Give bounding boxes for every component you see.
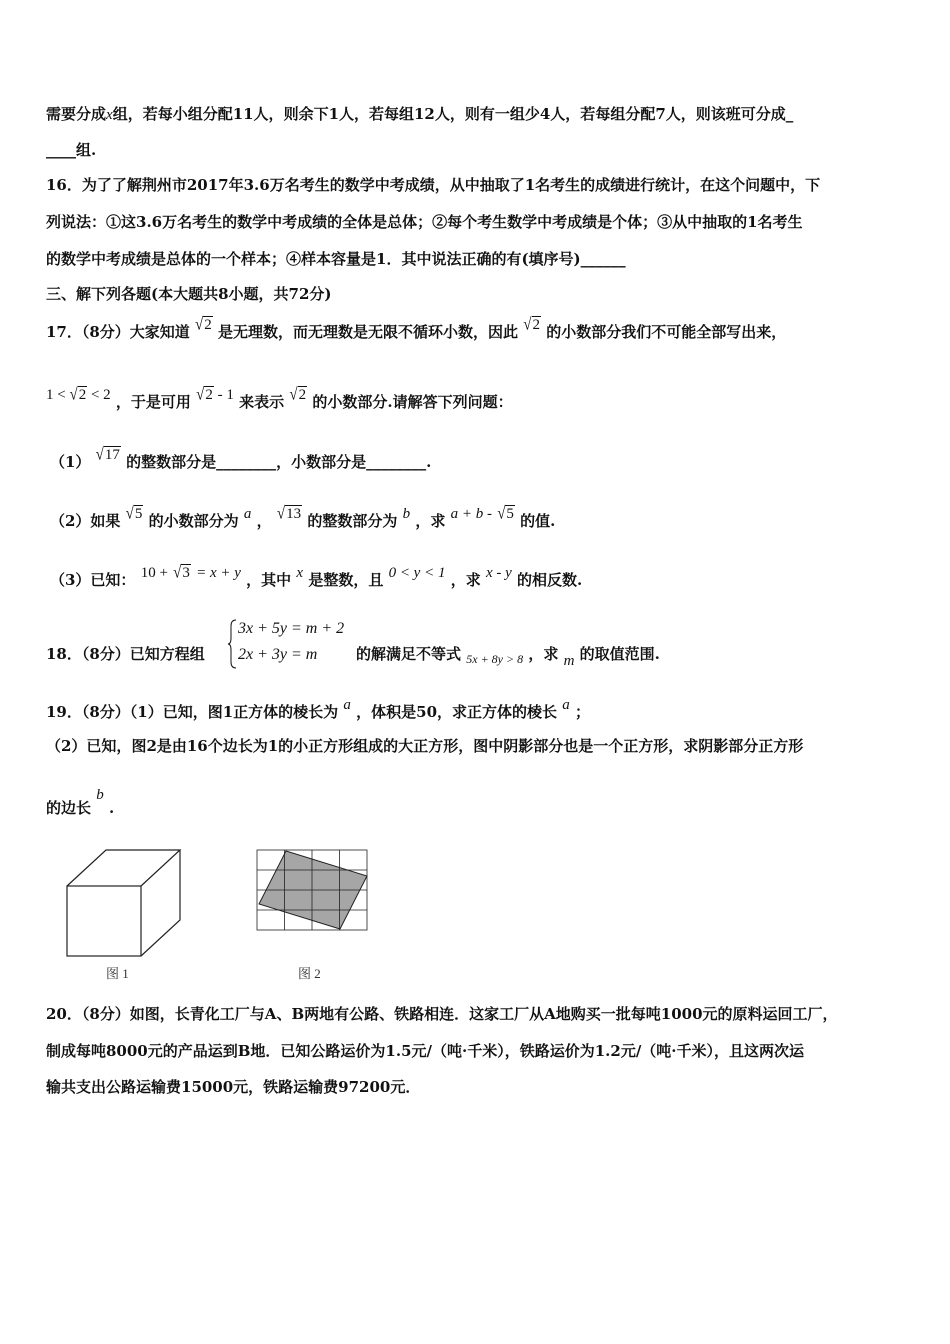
q18-line: 18．（8分）已知方程组 — [46, 645, 205, 663]
sqrt17-symbol: √17 — [95, 445, 120, 465]
cube-top-face — [67, 850, 180, 886]
q17-line2: 1 < √2 < 2 ，于是可用 √2 - 1 来表示 √2 的小数部分.请解答下列问题： — [46, 385, 513, 411]
q19-line3: 的边长 b . — [46, 787, 115, 817]
sqrt13-symbol: √13 — [276, 504, 302, 524]
q16-line2: 列说法：①这3.6万名考生的数学中考成绩的全体是总体；②每个考生数学中考成绩是个体；③从中抽取的1名考生 — [46, 213, 803, 231]
equation-system — [228, 618, 352, 670]
cube-side-face — [141, 850, 180, 956]
figure-grid — [254, 848, 370, 932]
q17-sub3: （3）已知： 10 + √3 = x + y ，其中 x 是整数，且 0 < y < 1 ，求 x - y 的相反数. — [50, 563, 583, 589]
q20-line1: 20．（8分）如图，长青化工厂与A、B两地有公路、铁路相连．这家工厂从A地购买一批每吨1000元的原料运回工厂， — [46, 1005, 838, 1023]
equation-1: 3x + 5y = m + 2 — [238, 620, 345, 637]
inequality: 1 < √2 < 2 — [46, 385, 111, 405]
figure-1-label: 图 1 — [106, 966, 129, 981]
q20-line3: 输共支出公路运输费15000元，铁路运输费97200元． — [46, 1078, 421, 1096]
q17-line1: 17．（8分）大家知道 √2 是无理数，而无理数是无限不循环小数，因此 √2 的小数部分我们不可能全部写出来， — [46, 315, 787, 341]
q17-sub1: （1） √17 的整数部分是________，小数部分是________. — [50, 445, 432, 471]
sqrt2-symbol: √2 — [523, 315, 540, 335]
sqrt2-symbol: √2 — [195, 315, 212, 335]
cube-front-face — [67, 886, 141, 956]
section-title: 三、解下列各题(本大题共8小题，共72分) — [46, 285, 332, 303]
q17-sub2: （2）如果 √5 的小数部分为 a ， √13 的整数部分为 b ，求 a + b - √5 的值. — [50, 504, 556, 530]
q18-line-rest: 的解满足不等式 $_{5x + 8y > 8}$ ，求 m 的取值范围. — [356, 645, 660, 669]
figure-cube — [60, 844, 185, 962]
figure-2-label: 图 2 — [298, 966, 321, 981]
sqrt5-symbol: √5 — [125, 504, 143, 524]
q19-line2: （2）已知，图2是由16个边长为1的小正方形组成的大正方形，图中阴影部分也是一个正方形，求阴影部分正方形 — [46, 737, 804, 755]
sqrt2-minus-1: √2 - 1 — [196, 385, 234, 405]
q19-line1: 19．（8分）（1）已知，图1正方体的棱长为 a ，体积是50，求正方体的棱长 a ； — [46, 697, 591, 721]
grid-lines — [257, 850, 367, 930]
q16-line1: 16．为了了解荆州市2017年3.6万名考生的数学中考成绩，从中抽取了1名考生的成绩进行统计，在这个问题中，下 — [46, 176, 821, 194]
q20-line2: 制成每吨8000元的产品运到B地．已知公路运价为1.5元/（吨·千米），铁路运价为1.2元/（吨·千米），且这两次运 — [46, 1042, 805, 1060]
sqrt3-symbol: √3 — [173, 563, 190, 583]
sqrt5-symbol: √5 — [497, 504, 514, 524]
q15-line1: 需要分成x组，若每小组分配11人，则余下1人，若每组12人，则有一组少4人，若每组分配7人，则该班可分成_ — [46, 105, 794, 123]
sqrt2-symbol: √2 — [289, 385, 307, 405]
q16-line3: 的数学中考成绩是总体的一个样本；④样本容量是1．其中说法正确的有(填序号)______ — [46, 250, 626, 268]
equation-2: 2x + 3y = m — [238, 646, 318, 663]
brace-icon — [228, 618, 238, 670]
q15-line2: ____组. — [46, 141, 97, 159]
